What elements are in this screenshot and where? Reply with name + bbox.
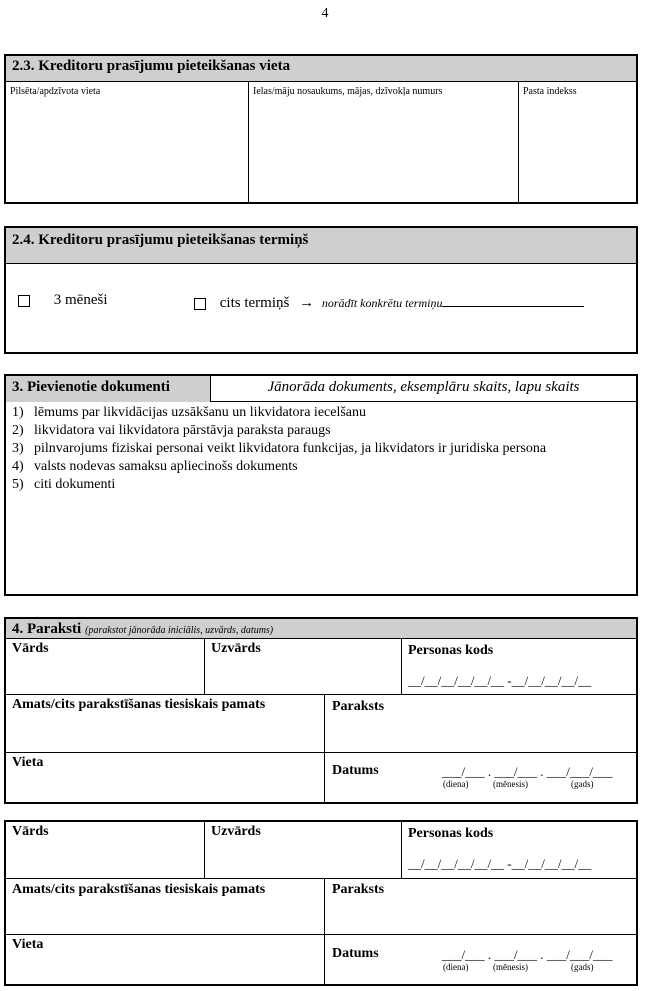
place-label: Vieta [12, 755, 44, 770]
other-term-hint: norādīt konkrētu termiņu [321, 296, 443, 310]
date-label: Datums [332, 946, 379, 961]
signature-label: Paraksts [332, 699, 385, 714]
divider [518, 82, 519, 202]
date-input[interactable]: ___/___ . ___/___ . ___/___/___ [442, 764, 613, 779]
list-item: 3) pilnvarojums fiziskai personai veikt likvidatora funkcijas, ja likvidators ir juridiska persona [12, 441, 547, 456]
day-caption: (diena) [443, 962, 469, 972]
city-field[interactable] [8, 100, 244, 198]
personal-code-label: Personas kods [408, 826, 494, 841]
date-input[interactable]: ___/___ . ___/___ . ___/___/___ [442, 947, 613, 962]
list-item: 1) lēmums par likvidācijas uzsākšanu un likvidatora iecelšanu [12, 405, 367, 420]
day-caption: (diena) [443, 779, 469, 789]
arrow-icon: → [299, 295, 315, 311]
year-caption: (gads) [571, 962, 594, 972]
option-3-months-label: 3 mēneši [53, 292, 108, 308]
year-caption: (gads) [571, 779, 594, 789]
date-label: Datums [332, 763, 379, 778]
section-3 [4, 374, 638, 596]
section-2-3-title: 2.3. Kreditoru prasījumu pieteikšanas vieta [6, 56, 636, 82]
place-label: Vieta [12, 937, 44, 952]
street-label: Ielas/māju nosaukums, mājas, dzīvokļa numurs [253, 86, 443, 97]
list-item: 2) likvidatora vai likvidatora pārstāvja paraksta paraugs [12, 423, 331, 438]
section-4-block-1 [4, 617, 638, 804]
checkbox-3-months[interactable] [18, 295, 30, 307]
section-4-title: 4. Paraksti [12, 621, 82, 637]
option-other-term-label: cits termiņš [219, 295, 290, 311]
month-caption: (mēnesis) [493, 962, 528, 972]
postal-code-label: Pasta indekss [523, 86, 577, 97]
street-field[interactable] [252, 100, 514, 198]
last-name-label: Uzvārds [211, 824, 261, 839]
month-caption: (mēnesis) [493, 779, 528, 789]
section-3-title: 3. Pievienotie dokumenti [6, 376, 211, 402]
personal-code-label: Personas kods [408, 643, 494, 658]
first-name-label: Vārds [12, 824, 49, 839]
postal-code-field[interactable] [522, 100, 634, 198]
other-term-input[interactable] [442, 292, 584, 307]
list-item: 5) citi dokumenti [12, 477, 116, 492]
section-4-subtitle: (parakstot jānorāda iniciālis, uzvārds, datums) [85, 625, 274, 636]
city-label: Pilsēta/apdzīvota vieta [10, 86, 101, 97]
position-label: Amats/cits parakstīšanas tiesiskais pamats [12, 697, 266, 712]
list-item: 4) valsts nodevas samaksu apliecinošs dokuments [12, 459, 298, 474]
document-list [12, 404, 630, 494]
section-4-block-2 [4, 820, 638, 986]
divider [248, 82, 249, 202]
personal-code-input[interactable]: __/__/__/__/__/__ -__/__/__/__/__ [408, 856, 592, 871]
section-2-4 [4, 226, 638, 354]
position-label: Amats/cits parakstīšanas tiesiskais pamats [12, 882, 266, 897]
section-2-4-title: 2.4. Kreditoru prasījumu pieteikšanas termiņš [6, 228, 636, 264]
first-name-label: Vārds [12, 641, 49, 656]
last-name-label: Uzvārds [211, 641, 261, 656]
page-number: 4 [321, 6, 329, 21]
signature-label: Paraksts [332, 882, 385, 897]
checkbox-other-term[interactable] [194, 298, 206, 310]
section-3-note: Jānorāda dokuments, eksemplāru skaits, lapu skaits [267, 379, 580, 395]
personal-code-input[interactable]: __/__/__/__/__/__ -__/__/__/__/__ [408, 673, 592, 688]
section-2-3 [4, 54, 638, 204]
